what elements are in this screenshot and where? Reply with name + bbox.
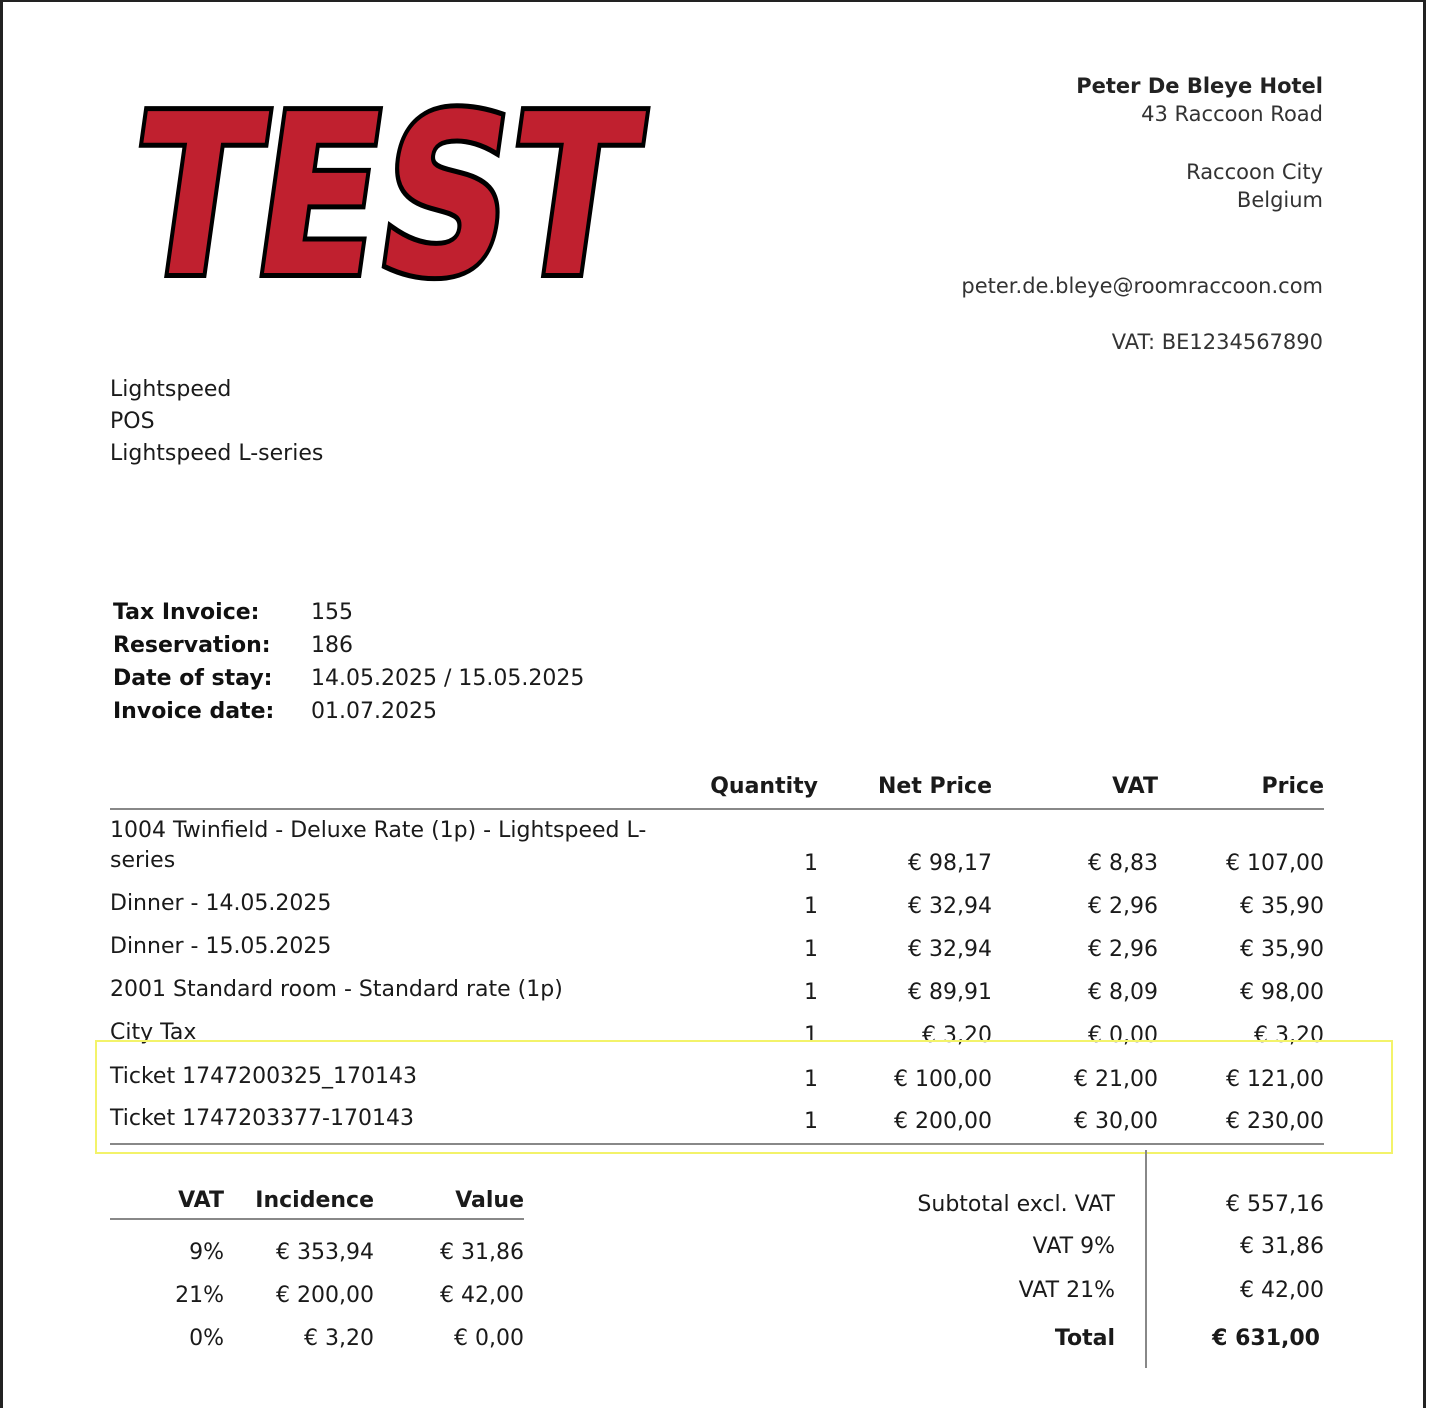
vat-rate: 0% xyxy=(189,1326,224,1351)
vat-header-rate: VAT xyxy=(178,1188,224,1213)
vat-rate: 21% xyxy=(175,1283,224,1308)
item-quantity: 1 xyxy=(804,1109,818,1134)
meta-row xyxy=(113,695,584,728)
total-label: Total xyxy=(1054,1326,1115,1351)
item-quantity: 1 xyxy=(804,980,818,1005)
vat-value: € 42,00 xyxy=(440,1283,524,1308)
meta-value: 155 xyxy=(311,600,353,625)
header-price: Price xyxy=(1261,774,1324,799)
item-net-price: € 200,00 xyxy=(894,1109,992,1134)
highlight-box xyxy=(95,1040,1393,1154)
vat-row xyxy=(110,1263,524,1306)
header-net-price: Net Price xyxy=(878,774,992,799)
table-row xyxy=(110,923,1324,966)
item-description: City Tax xyxy=(110,1020,197,1045)
item-price: € 3,20 xyxy=(1254,1023,1324,1048)
table-header xyxy=(110,770,1324,810)
table-row xyxy=(110,810,1324,880)
header-vat: VAT xyxy=(1112,774,1158,799)
totals-divider xyxy=(1145,1150,1147,1368)
meta-value: 14.05.2025 / 15.05.2025 xyxy=(311,666,585,691)
item-quantity: 1 xyxy=(804,1067,818,1092)
item-price: € 107,00 xyxy=(1226,851,1324,876)
vat-table-header xyxy=(110,1186,524,1220)
item-vat: € 30,00 xyxy=(1074,1109,1158,1134)
item-price: € 121,00 xyxy=(1226,1067,1324,1092)
item-net-price: € 100,00 xyxy=(894,1067,992,1092)
item-vat: € 21,00 xyxy=(1074,1067,1158,1092)
subtotal-label: Subtotal excl. VAT xyxy=(917,1192,1115,1217)
subtotal-value: € 557,16 xyxy=(1226,1192,1324,1217)
item-description: Ticket 1747200325_170143 xyxy=(110,1064,418,1089)
item-description: Dinner - 14.05.2025 xyxy=(110,891,332,916)
hotel-address xyxy=(961,72,1323,356)
recipient-line: Lightspeed xyxy=(110,377,232,402)
vat-value: € 31,86 xyxy=(440,1240,524,1265)
recipient-line: POS xyxy=(110,409,155,434)
vat-row xyxy=(110,1220,524,1263)
logo-text: TEST xyxy=(116,67,768,326)
vat21-value: € 42,00 xyxy=(1240,1278,1324,1303)
item-description: 2001 Standard room - Standard rate (1p) xyxy=(110,977,563,1002)
header-quantity: Quantity xyxy=(710,774,818,799)
meta-label: Date of stay: xyxy=(113,666,273,691)
vat-breakdown-table xyxy=(110,1186,524,1349)
item-price: € 35,90 xyxy=(1240,894,1324,919)
meta-row xyxy=(113,629,584,662)
vat-incidence: € 200,00 xyxy=(276,1283,374,1308)
vat-incidence: € 3,20 xyxy=(304,1326,374,1351)
meta-row xyxy=(113,596,584,629)
table-row xyxy=(110,880,1324,923)
table-row xyxy=(110,966,1324,1009)
item-quantity: 1 xyxy=(804,937,818,962)
item-vat: € 8,83 xyxy=(1088,851,1158,876)
item-quantity: 1 xyxy=(804,851,818,876)
meta-label: Reservation: xyxy=(113,633,271,658)
invoice-meta xyxy=(113,596,584,728)
item-net-price: € 3,20 xyxy=(922,1023,992,1048)
item-price: € 230,00 xyxy=(1226,1109,1324,1134)
recipient-address xyxy=(110,374,323,470)
vat-incidence: € 353,94 xyxy=(276,1240,374,1265)
meta-label: Invoice date: xyxy=(113,699,275,724)
item-net-price: € 98,17 xyxy=(908,851,992,876)
vat9-value: € 31,86 xyxy=(1240,1234,1324,1259)
meta-value: 186 xyxy=(311,633,353,658)
hotel-city: Raccoon City xyxy=(1186,160,1323,184)
meta-row xyxy=(113,662,584,695)
vat9-label: VAT 9% xyxy=(1032,1234,1115,1259)
vat-row xyxy=(110,1306,524,1349)
item-price: € 35,90 xyxy=(1240,937,1324,962)
item-net-price: € 32,94 xyxy=(908,937,992,962)
item-vat: € 0,00 xyxy=(1088,1023,1158,1048)
total-value: € 631,00 xyxy=(1212,1326,1320,1351)
meta-value: 01.07.2025 xyxy=(311,699,437,724)
item-price: € 98,00 xyxy=(1240,980,1324,1005)
item-vat: € 2,96 xyxy=(1088,894,1158,919)
vat-value: € 0,00 xyxy=(454,1326,524,1351)
vat-header-incidence: Incidence xyxy=(255,1188,374,1213)
hotel-vat-number: VAT: BE1234567890 xyxy=(1111,330,1323,354)
recipient-line: Lightspeed L-series xyxy=(110,441,324,466)
hotel-country: Belgium xyxy=(1236,188,1323,212)
item-net-price: € 89,91 xyxy=(908,980,992,1005)
vat-rate: 9% xyxy=(189,1240,224,1265)
hotel-email[interactable]: peter.de.bleye@roomraccoon.com xyxy=(961,274,1323,298)
item-quantity: 1 xyxy=(804,894,818,919)
hotel-name: Peter De Bleye Hotel xyxy=(1076,74,1323,98)
item-vat: € 2,96 xyxy=(1088,937,1158,962)
meta-label: Tax Invoice: xyxy=(113,600,260,625)
item-description: 1004 Twinfield - Deluxe Rate (1p) - Lightspeed L-series xyxy=(110,818,647,873)
item-vat: € 8,09 xyxy=(1088,980,1158,1005)
item-description: Ticket 1747203377-170143 xyxy=(110,1106,414,1131)
hotel-street: 43 Raccoon Road xyxy=(1141,102,1323,126)
item-quantity: 1 xyxy=(804,1023,818,1048)
vat21-label: VAT 21% xyxy=(1018,1278,1115,1303)
test-logo xyxy=(105,67,768,326)
item-description: Dinner - 15.05.2025 xyxy=(110,934,332,959)
item-net-price: € 32,94 xyxy=(908,894,992,919)
vat-header-value: Value xyxy=(455,1188,524,1213)
